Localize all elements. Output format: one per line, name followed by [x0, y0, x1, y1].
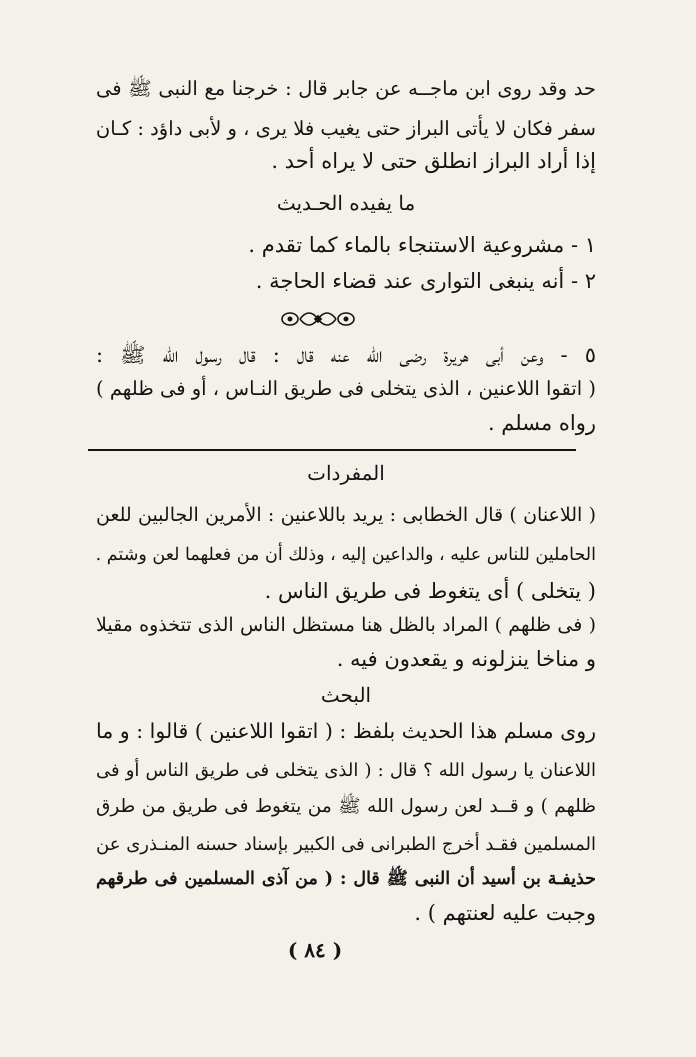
benefits-heading: ما يفيده الحـديث: [276, 191, 416, 215]
vocabulary-line: ( يتخلى ) أى يتغوط فى طريق الناس .: [264, 579, 596, 603]
intro-line: حد وقد روى ابن ماجــه عن جابر قال : خرجنا مع النبى ﷺ فى: [96, 77, 596, 100]
benefit-item: ١ - مشروعية الاستنجاء بالماء كما تقدم .: [248, 233, 596, 257]
vocabulary-line: و مناخا ينزلونه و يقعدون فيه .: [336, 647, 596, 671]
ornament-divider-icon: [278, 308, 358, 330]
research-line: المسلمين فقـد أخرج الطبرانى فى الكبير بإسناد حسنه المنـذرى عن: [96, 834, 596, 855]
research-line: روى مسلم هذا الحديث بلفظ : ( اتقوا اللاعنين ) قالوا : و ما: [96, 719, 596, 743]
research-heading: البحث: [320, 683, 372, 707]
research-line: اللاعنان يا رسول الله ؟ قال : ( الذى يتخلى فى طريق الناس أو فى: [96, 760, 596, 781]
page-number: ( ٨٤ ): [287, 938, 343, 962]
vocabulary-line: الحاملين للناس عليه ، والداعين إليه ، وذلك أن من فعلهما لعن وشتم .: [95, 545, 596, 565]
intro-line: سفر فكان لا يأتى البراز حتى يغيب فلا يرى ، و لأبى داؤد : كـان: [95, 117, 596, 140]
vocabulary-line: ( اللاعنان ) قال الخطابى : يريد باللاعنين : الأمرين الجالبين للعن: [96, 504, 596, 526]
vocabulary-line: ( فى ظلهم ) المراد بالظل هنا مستظل الناس الذى تتخذوه مقيلا: [96, 614, 596, 636]
benefit-item: ٢ - أنه ينبغى التوارى عند قضاء الحاجة .: [255, 269, 596, 293]
section-divider: [88, 449, 576, 451]
research-line: حذيفـة بن أسيد أن النبى ﷺ قال : ( من آذى المسلمين فى طرقهم: [96, 869, 596, 889]
research-line: ظلهم ) و قــد لعن رسول الله ﷺ من يتغوط فى طريق من طرق: [96, 796, 596, 817]
intro-line: إذا أراد البراز انطلق حتى لا يراه أحد .: [271, 149, 596, 173]
vocabulary-heading: المفردات: [307, 461, 385, 485]
hadith-line: رواه مسلم .: [487, 411, 596, 435]
hadith-line: ٥ - وعن أبى هريرة رضى الله عنه قال : قال رسول الله ﷺ :: [96, 343, 596, 367]
research-line: وجبت عليه لعنتهم ) .: [414, 901, 596, 925]
hadith-line: ( اتقوا اللاعنين ، الذى يتخلى فى طريق النـاس ، أو فى ظلهم ): [96, 377, 596, 400]
